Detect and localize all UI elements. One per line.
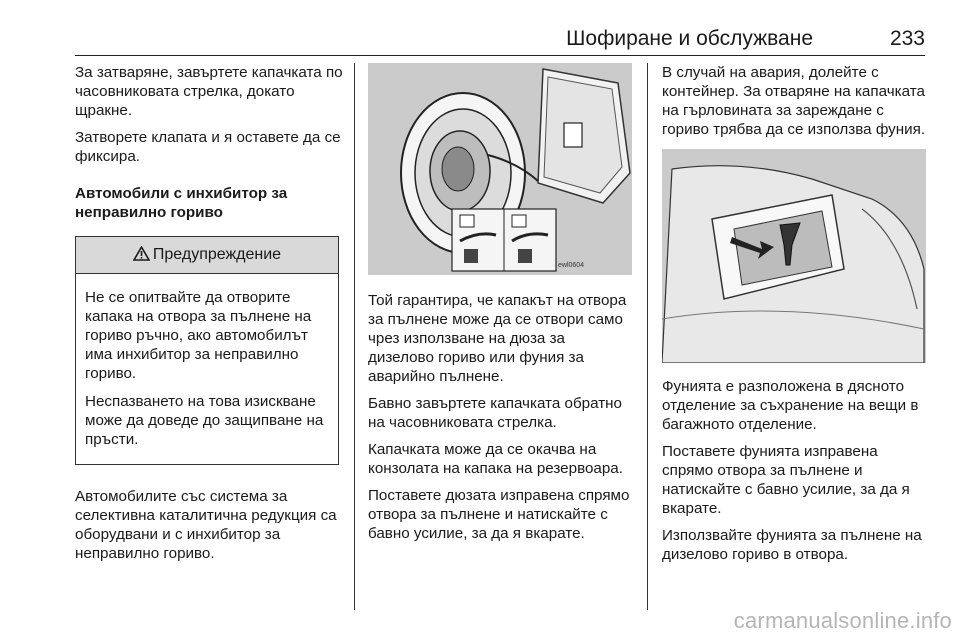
paragraph: Автомобилите със система за селективна каталитична редукция са оборудвани и с инхибитор за неправилно гориво. [75, 488, 337, 562]
warning-box [75, 236, 339, 465]
section-subheading: Автомобили с инхибитор за неправилно гориво [75, 185, 288, 221]
paragraph: За затваряне, завъртете капачката по часовниковата стрелка, докато щракне. [75, 64, 343, 119]
paragraph: Той гарантира, че капакът на отвора за пълнене може да се отвори само чрез използване на дюза за дизелово гориво или фуния за аварийно пълнене. [368, 292, 627, 385]
paragraph: В случай на авария, долейте с контейнер. За отваряне на капачката на гърловината за зареждане с гориво трябва да се използва фуния. [662, 64, 926, 138]
warning-triangle-icon [133, 246, 150, 261]
warning-header [76, 237, 338, 274]
paragraph: Фунията е разположена в дясното отделение за съхранение на вещи в багажното отделение. [662, 378, 919, 433]
header-title: Шофиране и обслужване [566, 27, 813, 50]
warning-text: Не се опитвайте да отворите капака на отвора за пълнене на гориво ръчно, ако автомобилът има инхибитор за неправилно гориво. [85, 289, 312, 382]
warning-title: Предупреждение [152, 246, 282, 263]
column-divider-2 [647, 63, 648, 610]
trunk-storage-figure [662, 149, 926, 363]
paragraph: Използвайте фунията за пълнене на дизелово гориво в отвора. [662, 527, 922, 563]
column-2 [368, 63, 634, 551]
page-number: 233 [889, 27, 925, 50]
paragraph: Бавно завъртете капачката обратно на часовниковата стрелка. [368, 395, 623, 431]
paragraph: Поставете дюзата изправена спрямо отвора за пълнене и натискайте с бавно усилие, за да я вкарате. [368, 487, 630, 542]
column-3 [662, 63, 930, 572]
page-header [75, 0, 925, 56]
figure-code: ewl0604 [558, 262, 585, 269]
paragraph: Затворете клапата и я оставете да се фиксира. [75, 129, 341, 165]
paragraph: Поставете фунията изправена спрямо отвора за пълнене и натискайте с бавно усилие, за да я вкарате. [662, 443, 910, 517]
warning-text: Неспазването на това изискване може да доведе до защипване на пръсти. [85, 393, 324, 448]
fuel-filler-figure [368, 63, 632, 275]
watermark: carmanualsonline.info [733, 608, 952, 633]
column-1 [75, 63, 343, 571]
column-divider-1 [354, 63, 355, 610]
warning-body [76, 274, 338, 464]
paragraph: Капачката може да се окачва на конзолата на капака на резервоара. [368, 441, 623, 477]
